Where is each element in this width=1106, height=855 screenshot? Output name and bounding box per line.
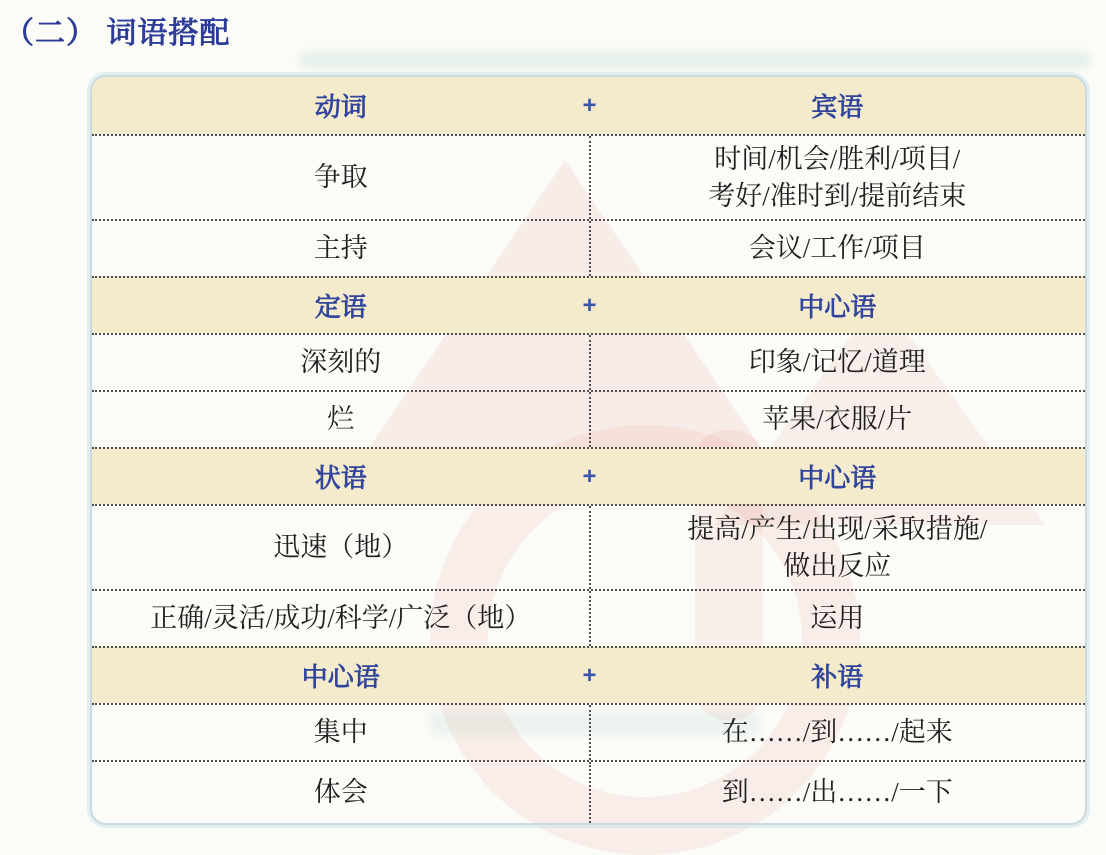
cell-text: 运用	[810, 603, 865, 633]
cell-text: 体会	[313, 777, 368, 807]
cell-right	[589, 600, 1085, 637]
table-row	[92, 504, 1085, 589]
cell-text: 会议/工作/项目	[748, 233, 926, 263]
cell-left	[92, 401, 589, 438]
cell-text: 考好/准时到/提前结束	[708, 180, 967, 211]
section-header-attributive-head	[92, 276, 1085, 333]
cell-text: 在……/到……/起来	[721, 717, 953, 747]
header-cell-right: 中心语	[798, 463, 877, 493]
table-row	[92, 589, 1085, 646]
cell-left	[92, 774, 589, 811]
cell-right	[589, 774, 1085, 811]
cell-right	[589, 511, 1085, 585]
cell-text: 到……/出……/一下	[721, 777, 953, 807]
cell-text: 烂	[327, 404, 355, 434]
cell-left	[92, 600, 589, 637]
cell-text: 集中	[313, 717, 368, 747]
section-header-adverbial-head	[92, 447, 1085, 504]
cell-text: 争取	[313, 162, 368, 192]
ink-bleed-smudge	[300, 52, 1090, 68]
cell-left	[92, 529, 589, 566]
header-cell-right: 补语	[811, 662, 864, 692]
table-row	[92, 760, 1085, 823]
section-header-head-complement	[92, 646, 1085, 703]
cell-text: 印象/记忆/道理	[748, 347, 926, 377]
cell-right	[589, 714, 1085, 751]
table-row	[92, 390, 1085, 447]
table-row	[92, 703, 1085, 760]
cell-left	[92, 344, 589, 381]
cell-right	[589, 230, 1085, 267]
table-row	[92, 134, 1085, 219]
plus-joiner: +	[582, 661, 597, 689]
cell-text: 深刻的	[300, 347, 382, 377]
cell-text: 迅速（地）	[273, 532, 409, 562]
section-header-verb-object	[92, 77, 1085, 134]
header-cell-left: 中心语	[301, 662, 380, 692]
cell-text: 苹果/衣服/片	[762, 404, 913, 434]
cell-left	[92, 230, 589, 267]
collocation-table	[90, 75, 1087, 825]
page-title: （二） 词语搭配	[4, 17, 231, 50]
plus-joiner: +	[582, 291, 597, 319]
header-cell-left: 状语	[314, 463, 367, 493]
cell-text: 主持	[313, 233, 368, 263]
header-cell-right: 宾语	[811, 92, 864, 122]
plus-joiner: +	[582, 91, 597, 119]
plus-joiner: +	[582, 462, 597, 490]
cell-left	[92, 714, 589, 751]
cell-right	[589, 344, 1085, 381]
header-cell-right: 中心语	[798, 292, 877, 322]
cell-right	[589, 141, 1085, 215]
cell-right	[589, 401, 1085, 438]
cell-text: 提高/产生/出现/采取措施/	[687, 513, 988, 544]
table-row	[92, 219, 1085, 276]
table-row	[92, 333, 1085, 390]
header-cell-left: 动词	[314, 92, 367, 122]
cell-left	[92, 159, 589, 196]
header-cell-left: 定语	[314, 292, 367, 322]
cell-text: 正确/灵活/成功/科学/广泛（地）	[150, 603, 532, 633]
cell-text: 时间/机会/胜利/项目/	[714, 143, 961, 174]
cell-text: 做出反应	[783, 550, 892, 581]
